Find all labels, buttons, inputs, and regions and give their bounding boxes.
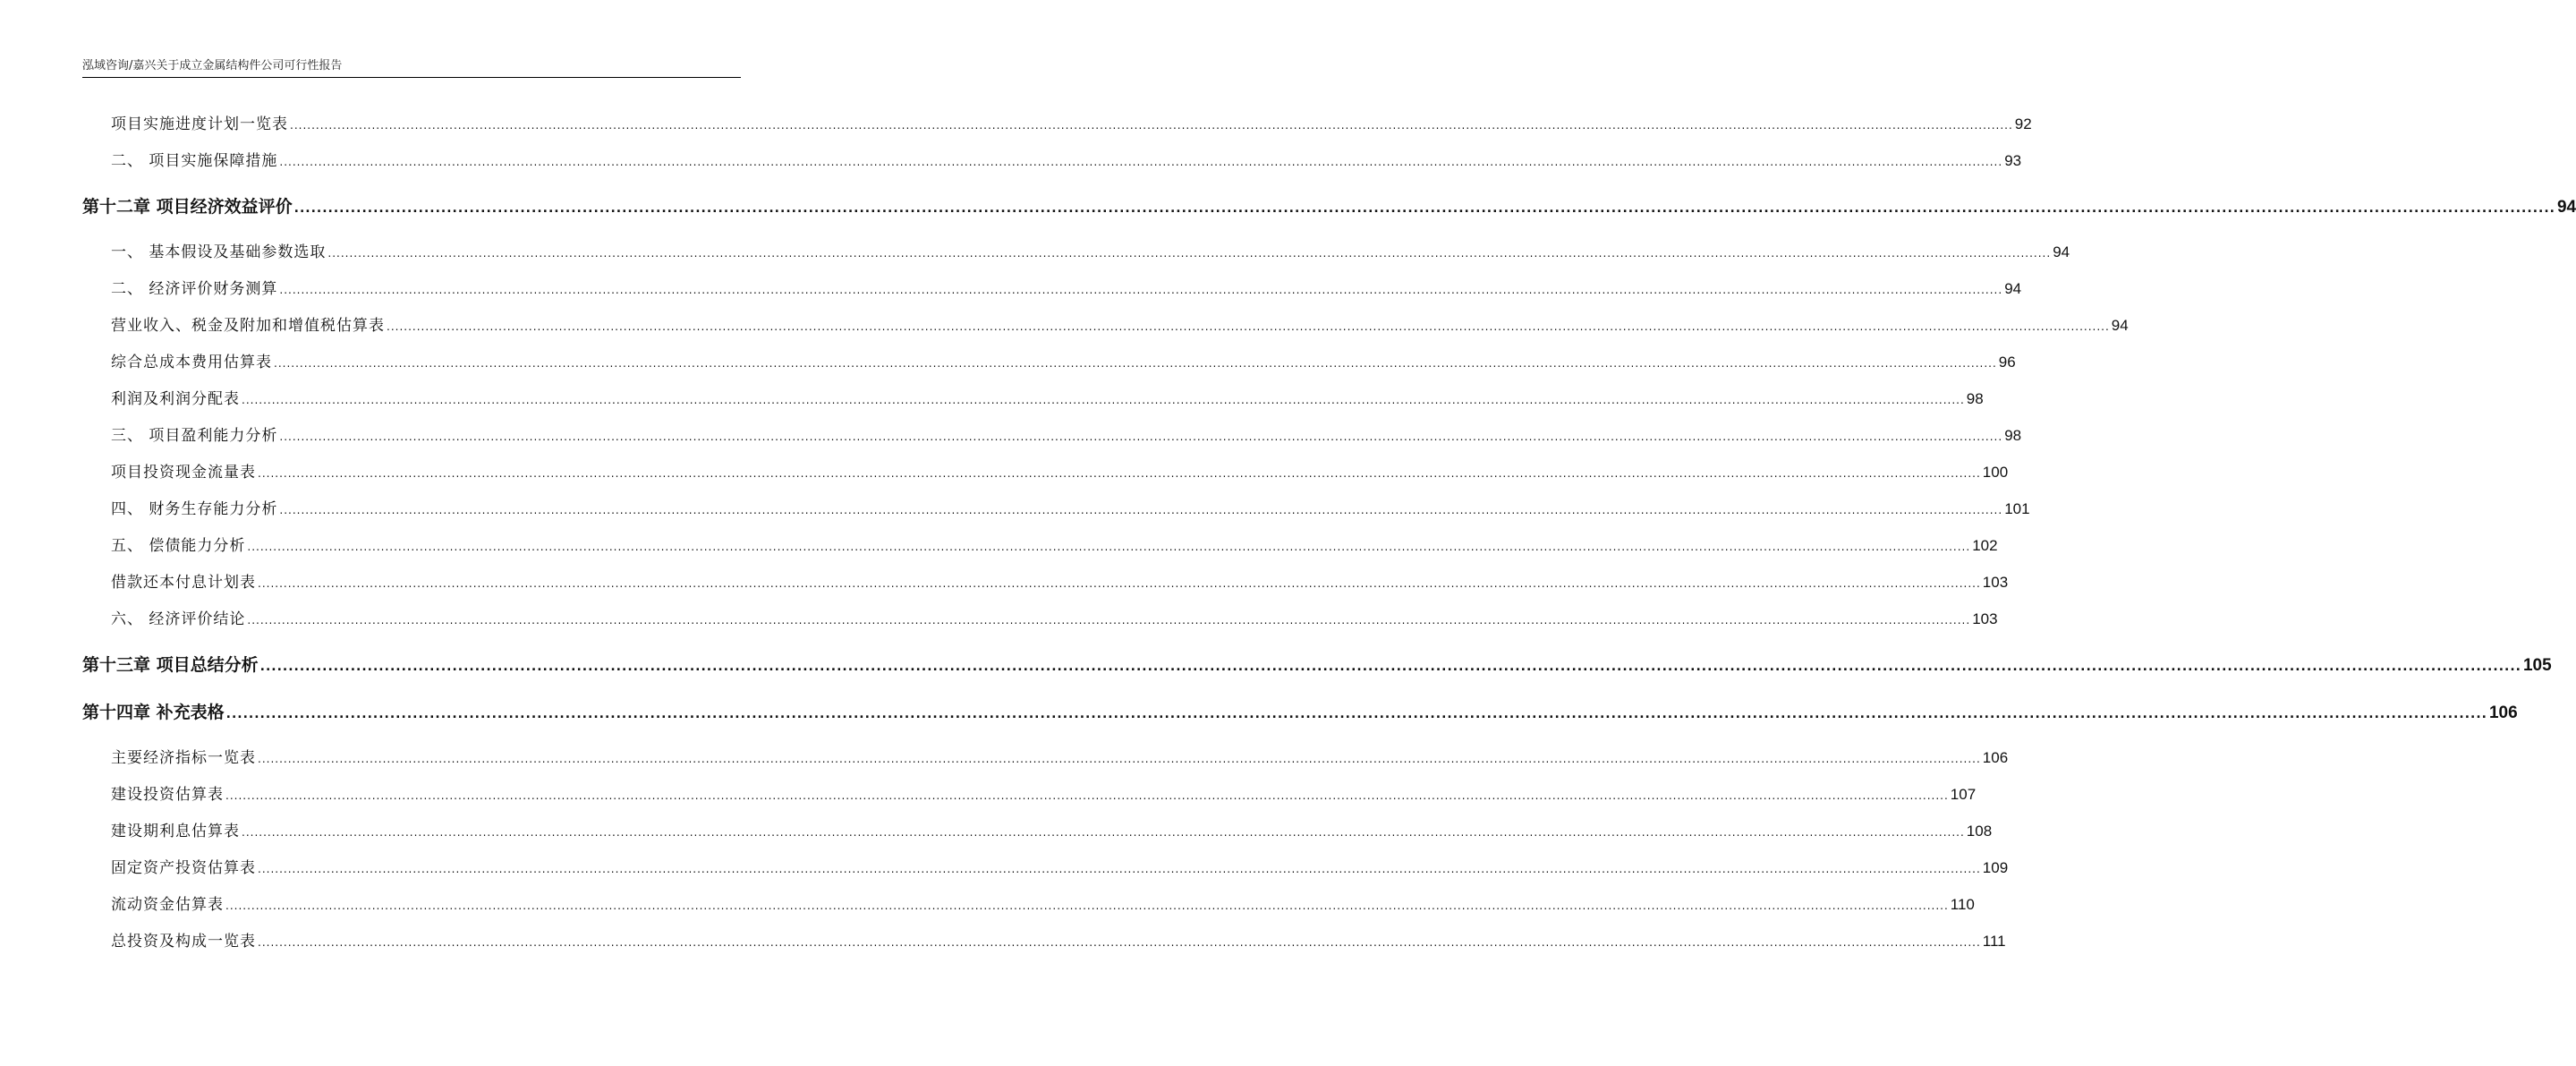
toc-entry[interactable] [82,891,1975,914]
toc-entry[interactable] [82,781,1977,804]
toc-entry[interactable] [82,928,2006,951]
toc-entry[interactable] [82,606,1998,628]
toc-page-number: 103 [1972,610,1998,627]
toc-entry[interactable] [82,312,2129,335]
toc-page-number: 94 [2053,243,2070,260]
toc-leader-dots: ................................................................................................................................................................................................................................................................................................................................................................................................................ [258,467,1981,480]
toc-entry-title: 建设期利息估算表 [111,823,240,840]
toc-leader-dots: ................................................................................................................................................................................................................................................................................................................................................................................................................ [258,863,1981,875]
toc-entry[interactable] [82,459,2009,482]
toc-leader-dots: ................................................................................................................................................................................................................................................................................................................................................................................................................ [242,826,1965,839]
toc-entry-title: 六、 经济评价结论 [111,610,246,628]
toc-page-number: 94 [2556,198,2576,217]
toc-page-number: 107 [1950,786,1977,803]
toc-entry[interactable] [82,148,2022,170]
toc-entry-title: 项目实施进度计划一览表 [111,115,288,133]
toc-chapter-entry[interactable] [82,193,2576,217]
toc-page-number: 98 [1966,390,1984,407]
toc-entry-title: 第十三章 项目总结分析 [82,655,259,675]
toc-page-number: 94 [2004,280,2022,297]
toc-page-number: 110 [1950,896,1975,913]
toc-page-number: 103 [1982,574,2009,591]
toc-leader-dots: ................................................................................................................................................................................................................................................................................................................................................................................................................ [225,900,1949,912]
toc-page-number: 101 [2004,500,2030,517]
toc-entry-title: 固定资产投资估算表 [111,859,256,877]
toc-entry-title: 二、 经济评价财务测算 [111,280,278,298]
toc-leader-dots: ................................................................................................................................................................................................................................................................................................................................................................................................................ [247,541,1971,553]
toc-page-number: 108 [1966,823,1993,840]
toc-entry[interactable] [82,569,2009,592]
toc-leader-dots: ................................................................................................................................................................................................................................................................................................................................................................................................................ [258,753,1981,765]
toc-entry-title: 四、 财务生存能力分析 [111,500,278,518]
toc-page-number: 111 [1982,933,2006,950]
toc-entry-title: 总投资及构成一览表 [111,933,256,951]
toc-leader-dots: ................................................................................................................................................................................................................................................................................................................................................................................................................ [258,936,1981,949]
toc-page-number: 105 [2522,656,2552,675]
toc-entry-title: 二、 项目实施保障措施 [111,152,278,170]
toc-entry[interactable] [82,111,2032,133]
toc-entry-title: 三、 项目盈利能力分析 [111,427,278,445]
toc-leader-dots: ................................................................................................................................................................................................................................................................................................................................................................................................................ [290,119,2013,132]
page-header [82,52,741,78]
toc-entry-title: 建设投资估算表 [111,786,224,804]
toc-entry[interactable] [82,349,2016,371]
toc-entry-title: 借款还本付息计划表 [111,574,256,592]
toc-leader-dots: ................................................................................................................................................................................................................................................................................................................................................................................................................ [327,247,2052,260]
toc-page-number: 96 [1998,354,2016,371]
toc-page-number: 98 [2004,427,2022,444]
toc-leader-dots: ................................................................................................................................................................................................................................................................................................................................................................................................................ [279,156,2003,168]
toc-leader-dots: ................................................................................................................................................................................................................................................................................................................................................................................................................ [279,284,2003,296]
toc-entry[interactable] [82,496,2030,518]
toc-leader-dots: ................................................................................................................................................................................................................................................................................................................................................................................................................ [274,357,1997,370]
toc-page-number: 94 [2111,317,2129,334]
toc-leader-dots: ................................................................................................................................................................................................................................................................................................................................................................................................................ [279,431,2003,443]
toc-chapter-entry[interactable] [82,652,2552,676]
toc-page-number: 106 [1982,749,2009,766]
toc-entry-title: 主要经济指标一览表 [111,749,256,767]
toc-entry[interactable] [82,855,2009,877]
toc-entry[interactable] [82,818,1993,840]
toc-entry[interactable] [82,533,1998,555]
toc-entry-title: 流动资金估算表 [111,896,224,914]
toc-leader-dots: ................................................................................................................................................................................................................................................................................................................................................................................................................ [225,789,1949,802]
toc-page-number: 102 [1972,537,1998,554]
toc-entry[interactable] [82,422,2022,445]
toc-entry-title: 营业收入、税金及附加和增值税估算表 [111,317,385,335]
toc-leader-dots: ................................................................................................................................................................................................................................................................................................................................................................................................................ [225,707,2487,721]
toc-leader-dots: ................................................................................................................................................................................................................................................................................................................................................................................................................ [258,577,1981,590]
toc-page-number: 109 [1982,859,2009,876]
toc-leader-dots: ................................................................................................................................................................................................................................................................................................................................................................................................................ [293,201,2555,216]
toc-page-number: 92 [2014,115,2032,132]
toc-entry-title: 第十二章 项目经济效益评价 [82,197,293,217]
toc-entry-title: 综合总成本费用估算表 [111,354,272,371]
toc-leader-dots: ................................................................................................................................................................................................................................................................................................................................................................................................................ [387,320,2110,333]
header-text: 泓域咨询/嘉兴关于成立金属结构件公司可行性报告 [82,59,343,72]
toc-entry-title: 项目投资现金流量表 [111,464,256,482]
toc-page-number: 93 [2004,152,2022,169]
toc-entry[interactable] [82,386,1984,408]
toc-leader-dots: ................................................................................................................................................................................................................................................................................................................................................................................................................ [247,614,1971,627]
toc-entry-title: 五、 偿债能力分析 [111,537,246,555]
toc-entry-title: 利润及利润分配表 [111,390,240,408]
toc-entry[interactable] [82,239,2070,261]
toc-entry[interactable] [82,276,2022,298]
toc-chapter-entry[interactable] [82,699,2518,723]
toc-entry-title: 一、 基本假设及基础参数选取 [111,243,327,261]
toc-leader-dots: ................................................................................................................................................................................................................................................................................................................................................................................................................ [259,660,2521,674]
toc-leader-dots: ................................................................................................................................................................................................................................................................................................................................................................................................................ [242,394,1965,406]
toc-entry-title: 第十四章 补充表格 [82,703,225,722]
toc-entry[interactable] [82,745,2009,767]
toc-page-number: 106 [2488,704,2518,722]
toc-page-number: 100 [1982,464,2009,481]
toc-leader-dots: ................................................................................................................................................................................................................................................................................................................................................................................................................ [279,504,2003,516]
